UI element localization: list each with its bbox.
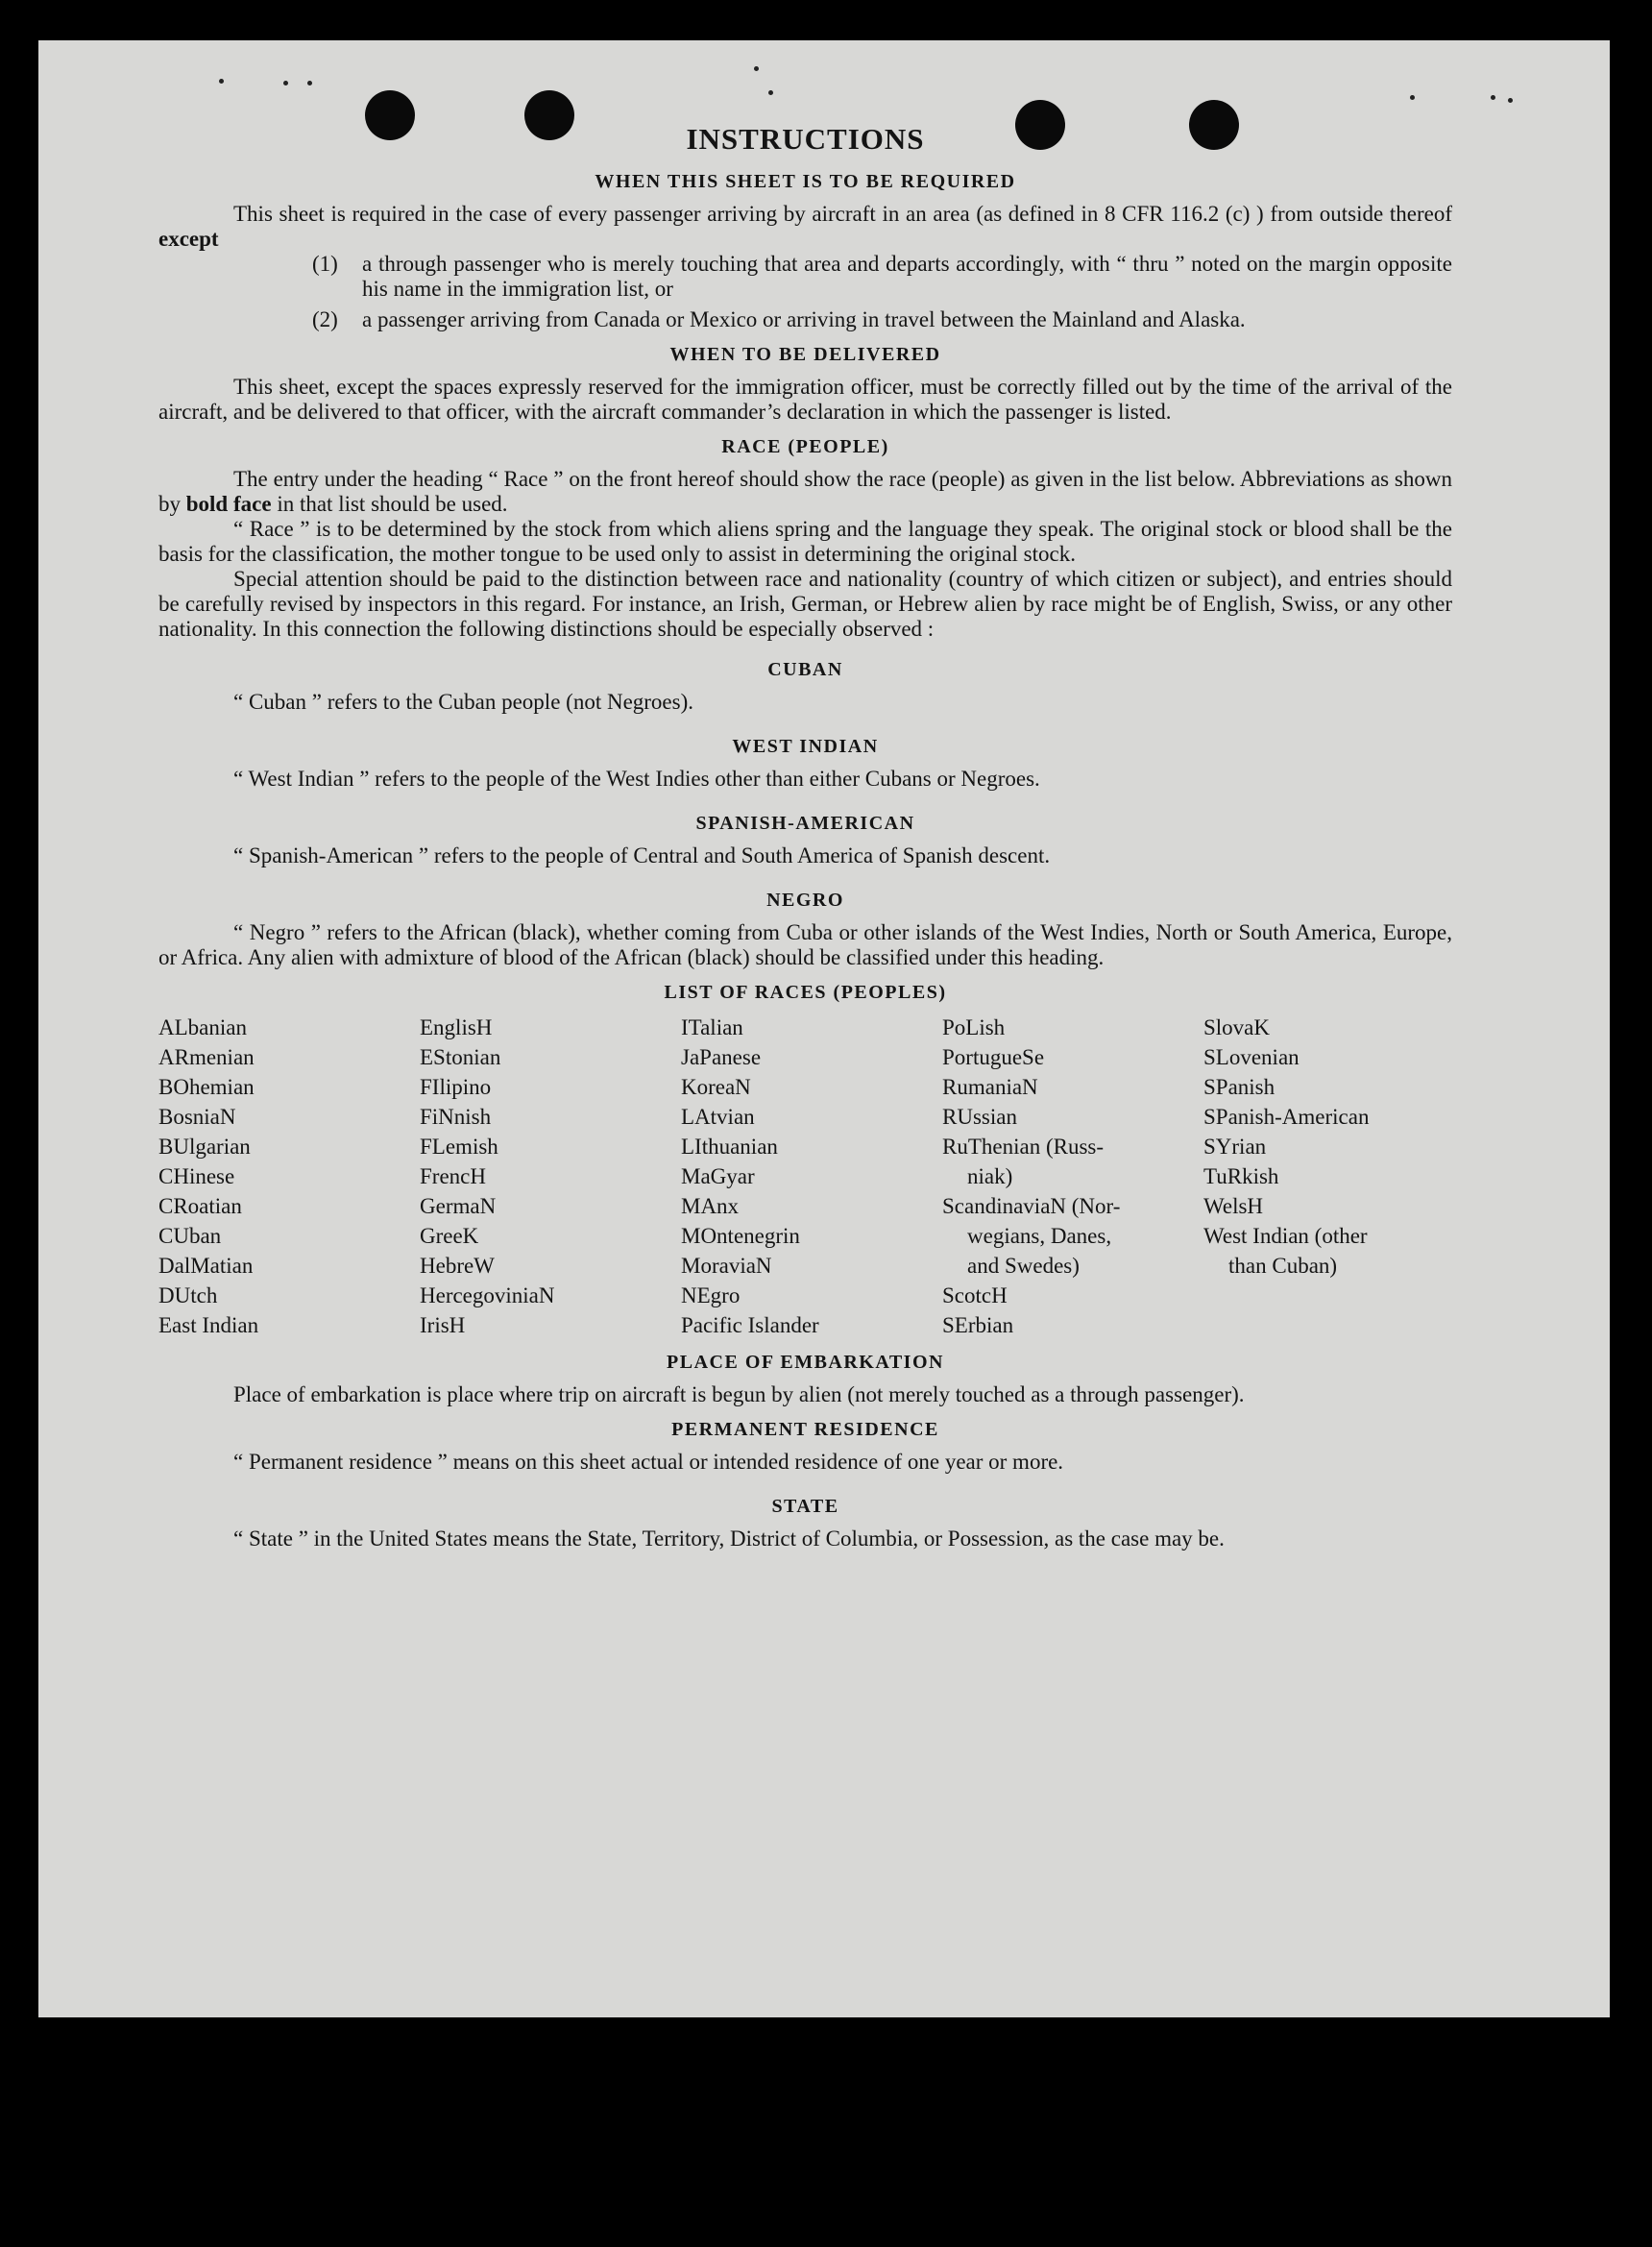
races-list [158, 1013, 1452, 1340]
except-word: except [158, 227, 219, 251]
required-paragraph: This sheet is required in the case of every passenger arriving by aircraft in an area (as defined in 8 CFR 116.2 (c) ) from outside thereof except [158, 202, 1452, 251]
section-heading-list-of-races: LIST OF RACES (PEOPLES) [664, 982, 947, 1003]
race-entry-continued: than Cuban) [1228, 1254, 1338, 1278]
race-entry: ScotcH [942, 1283, 1008, 1307]
race-entry: ARmenian [158, 1045, 255, 1069]
race-paragraph-3: Special attention should be paid to the distinction between race and nationality (country of which citizen or subject), and entries should be carefully revised by inspectors in this regard. For instance, an Irish, German, or Hebrew alien by race might be of English, Swiss, or any other nationality. In this connection the following distinctions should be especially observed : [158, 567, 1452, 641]
race-entry: DUtch [158, 1283, 218, 1307]
race-entry: LAtvian [681, 1105, 755, 1129]
race-entry: WelsH [1203, 1194, 1264, 1218]
race-entry: BUlgarian [158, 1135, 251, 1159]
race-entry: BOhemian [158, 1075, 255, 1099]
race-entry: MOntenegrin [681, 1224, 800, 1248]
races-column-1 [158, 1013, 420, 1340]
race-entry: MoraviaN [681, 1254, 772, 1278]
speck [754, 66, 759, 71]
race-entry: SPanish-American [1203, 1105, 1370, 1129]
speck [1508, 98, 1513, 103]
page-title: INSTRUCTIONS [686, 122, 925, 156]
delivered-paragraph: This sheet, except the spaces expressly reserved for the immigration officer, must be correctly filled out by the time of the arrival of the aircraft, and be delivered to that officer, with the aircraft commander’s declaration in which the passenger is listed. [158, 375, 1452, 424]
negro-paragraph: “ Negro ” refers to the African (black), whether coming from Cuba or other islands of the West Indies, North or South America, Europe, or Africa. Any alien with admixture of blood of the African (black) should be classified under this heading. [158, 920, 1452, 969]
race-entry: FLemish [420, 1135, 498, 1159]
section-heading-west-indian: WEST INDIAN [732, 736, 879, 757]
race-entry: SPanish [1203, 1075, 1275, 1099]
race-entry: CRoatian [158, 1194, 242, 1218]
speck [307, 81, 312, 85]
cuban-paragraph: “ Cuban ” refers to the Cuban people (not Negroes). [233, 690, 694, 714]
race-entry: JaPanese [681, 1045, 762, 1069]
race-entry: NEgro [681, 1283, 741, 1307]
race-entry: PortugueSe [942, 1045, 1045, 1069]
race-paragraph-1: The entry under the heading “ Race ” on the front hereof should show the race (people) as given in the list below. Abbreviations as shown by bold face in that list should be used. [158, 467, 1452, 516]
spanish-american-paragraph: “ Spanish-American ” refers to the people of Central and South America of Spanish descent. [233, 843, 1051, 867]
race-entry: RUssian [942, 1105, 1017, 1129]
section-heading-race: RACE (PEOPLE) [721, 436, 889, 457]
race-entry: EnglisH [420, 1015, 493, 1039]
race-entry: KoreaN [681, 1075, 751, 1099]
embarkation-paragraph: Place of embarkation is place where trip on aircraft is begun by alien (not merely touched as a through passenger). [233, 1382, 1245, 1406]
race-entry: RuThenian (Russ- [942, 1135, 1105, 1159]
race-entry: East Indian [158, 1313, 259, 1337]
speck [768, 90, 773, 95]
race-entry-continued: and Swedes) [967, 1254, 1080, 1278]
residence-paragraph: “ Permanent residence ” means on this sheet actual or intended residence of one year or more. [233, 1450, 1064, 1474]
race-entry-continued: wegians, Danes, [967, 1224, 1112, 1248]
race-entry: IrisH [420, 1313, 466, 1337]
race-entry: FiNnish [420, 1105, 492, 1129]
section-heading-required: WHEN THIS SHEET IS TO BE REQUIRED [595, 171, 1016, 192]
race-entry: PoLish [942, 1015, 1006, 1039]
instructions-content [158, 122, 1452, 1551]
race-entry: CUban [158, 1224, 222, 1248]
section-heading-spanish-american: SPANISH-AMERICAN [695, 813, 915, 834]
exception-item-1: (1) a through passenger who is merely touching that area and departs accordingly, with “ thru ” noted on the margin opposite his name in the immigration list, or [312, 252, 1452, 301]
race-entry: SlovaK [1203, 1015, 1270, 1039]
section-heading-state: STATE [771, 1496, 839, 1517]
section-heading-residence: PERMANENT RESIDENCE [671, 1419, 939, 1440]
race-paragraph-2: “ Race ” is to be determined by the stock from which aliens spring and the language they speak. The original stock or blood shall be the basis for the classification, the mother tongue to be used only to assist in determining the original stock. [158, 517, 1452, 566]
race-entry: MaGyar [681, 1164, 755, 1188]
section-heading-embarkation: PLACE OF EMBARKATION [667, 1352, 944, 1373]
state-paragraph: “ State ” in the United States means the State, Territory, District of Columbia, or Possession, as the case may be. [233, 1526, 1225, 1551]
speck [283, 81, 288, 85]
speck [1491, 95, 1495, 100]
race-entry: GermaN [420, 1194, 497, 1218]
race-entry: ALbanian [158, 1015, 247, 1039]
race-entry: ScandinaviaN (Nor- [942, 1194, 1121, 1218]
races-column-2 [420, 1013, 681, 1340]
section-heading-delivered: WHEN TO BE DELIVERED [669, 344, 941, 365]
speck [219, 79, 224, 84]
race-entry: HercegoviniaN [420, 1283, 555, 1307]
races-column-4 [942, 1013, 1203, 1340]
race-entry: ITalian [681, 1015, 743, 1039]
race-entry: HebreW [420, 1254, 495, 1278]
races-column-5 [1203, 1013, 1452, 1340]
section-heading-negro: NEGRO [766, 890, 844, 911]
race-entry: West Indian (other [1203, 1224, 1368, 1248]
race-entry: SErbian [942, 1313, 1014, 1337]
race-entry: CHinese [158, 1164, 235, 1188]
race-entry: SLovenian [1203, 1045, 1300, 1069]
race-entry: EStonian [420, 1045, 501, 1069]
races-column-3 [681, 1013, 942, 1340]
race-entry: MAnx [681, 1194, 740, 1218]
race-entry: BosniaN [158, 1105, 236, 1129]
race-entry: Pacific Islander [681, 1313, 819, 1337]
race-entry: TuRkish [1203, 1164, 1279, 1188]
race-entry: GreeK [420, 1224, 479, 1248]
race-entry: RumaniaN [942, 1075, 1038, 1099]
race-entry-continued: niak) [967, 1164, 1013, 1188]
race-entry: SYrian [1203, 1135, 1267, 1159]
exception-item-2: (2) a passenger arriving from Canada or Mexico or arriving in travel between the Mainland and Alaska. [312, 307, 1246, 331]
race-entry: FrencH [420, 1164, 486, 1188]
race-entry: DalMatian [158, 1254, 254, 1278]
race-entry: LIthuanian [681, 1135, 778, 1159]
race-entry: FIlipino [420, 1075, 492, 1099]
section-heading-cuban: CUBAN [767, 659, 843, 680]
speck [1410, 95, 1415, 100]
west-indian-paragraph: “ West Indian ” refers to the people of the West Indies other than either Cubans or Negroes. [233, 767, 1040, 791]
